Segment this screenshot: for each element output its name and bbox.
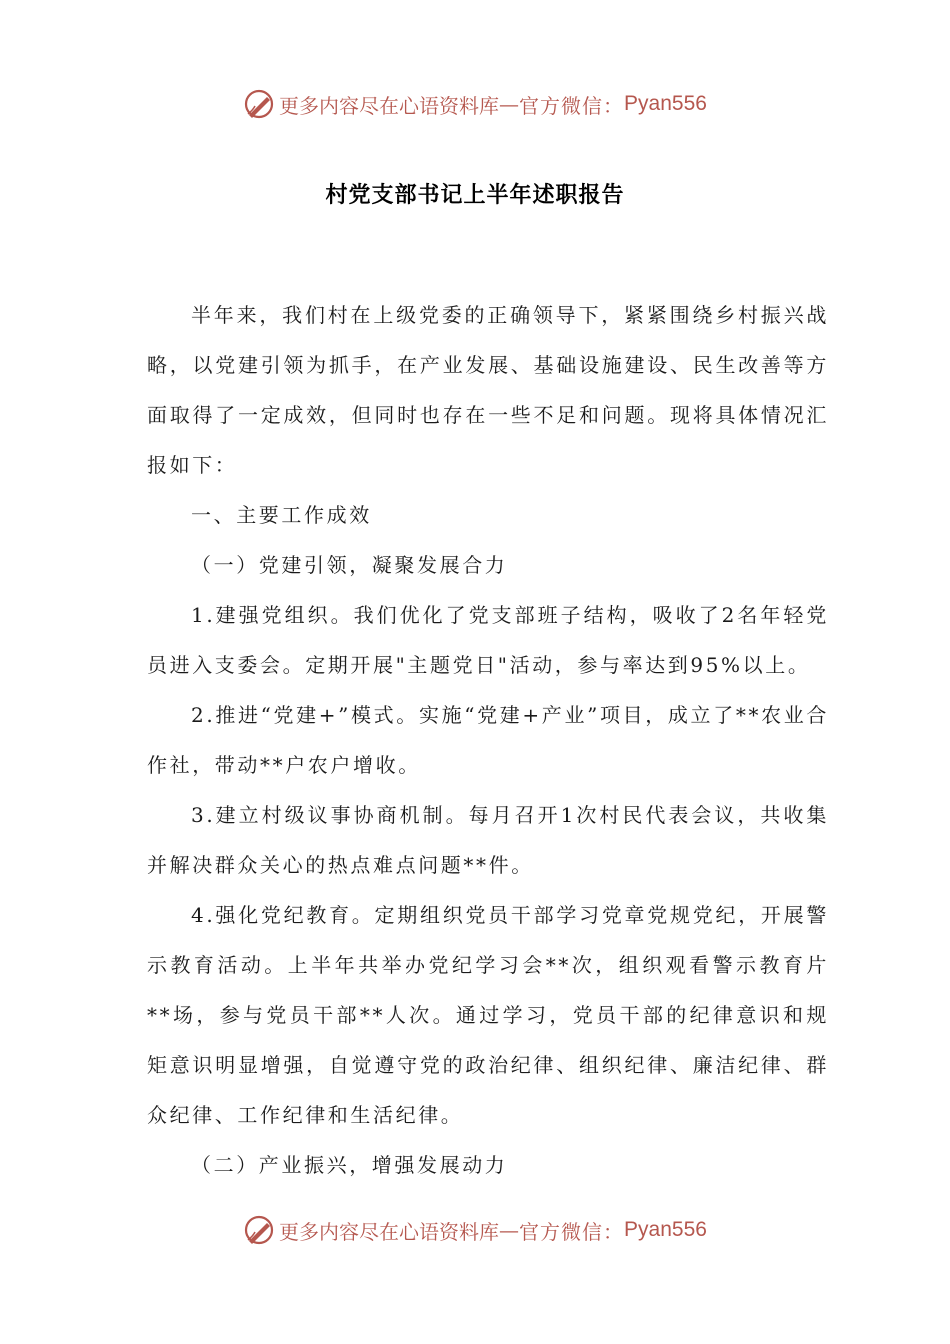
paragraph-item-4: 4.强化党纪教育。定期组织党员干部学习党章党规党纪，开展警示教育活动。上半年共举办党纪学习会**次，组织观看警示教育片**场，参与党员干部**人次。通过学习，党员干部的纪律意识和规矩意识明显增强，自觉遵守党的政治纪律、组织纪律、廉洁纪律、群众纪律、工作纪律和生活纪律。 xyxy=(147,903,829,1127)
subheading-2: （二）产业振兴，增强发展动力 xyxy=(191,1153,508,1177)
watermark-wechat-id: Pyan556 xyxy=(624,1218,707,1241)
paragraph-item-1: 1.建强党组织。我们优化了党支部班子结构，吸收了2名年轻党员进入支委会。定期开展"主题党日"活动，参与率达到95%以上。 xyxy=(147,603,829,677)
watermark-separator: — xyxy=(499,1218,520,1242)
watermark-banner-bottom xyxy=(0,1210,950,1250)
paragraph-item-2: 2.推进“党建+”模式。实施“党建+产业”项目，成立了**农业合作社，带动**户农户增收。 xyxy=(147,703,829,777)
subheading-1: （一）党建引领，凝聚发展合力 xyxy=(191,553,508,577)
watermark-site-text: 更多内容尽在心语资料库 xyxy=(279,93,500,118)
pen-logo-icon xyxy=(243,88,275,120)
watermark-wechat-id: Pyan556 xyxy=(624,92,707,115)
watermark-wechat-label: 官方微信： xyxy=(519,1219,625,1244)
heading-section-1: 一、主要工作成效 xyxy=(191,503,372,527)
watermark-wechat-label: 官方微信： xyxy=(519,93,625,118)
pen-logo-icon xyxy=(243,1214,275,1246)
document-title: 村党支部书记上半年述职报告 xyxy=(325,183,625,208)
paragraph-intro: 半年来，我们村在上级党委的正确领导下，紧紧围绕乡村振兴战略，以党建引领为抓手，在产业发展、基础设施建设、民生改善等方面取得了一定成效，但同时也存在一些不足和问题。现将具体情况汇报如下： xyxy=(147,303,829,477)
document-body xyxy=(147,290,829,1190)
paragraph-item-3: 3.建立村级议事协商机制。每月召开1次村民代表会议，共收集并解决群众关心的热点难点问题**件。 xyxy=(147,803,829,877)
watermark-separator: — xyxy=(499,92,520,116)
watermark-banner-top xyxy=(0,84,950,124)
watermark-site-text: 更多内容尽在心语资料库 xyxy=(279,1219,500,1244)
